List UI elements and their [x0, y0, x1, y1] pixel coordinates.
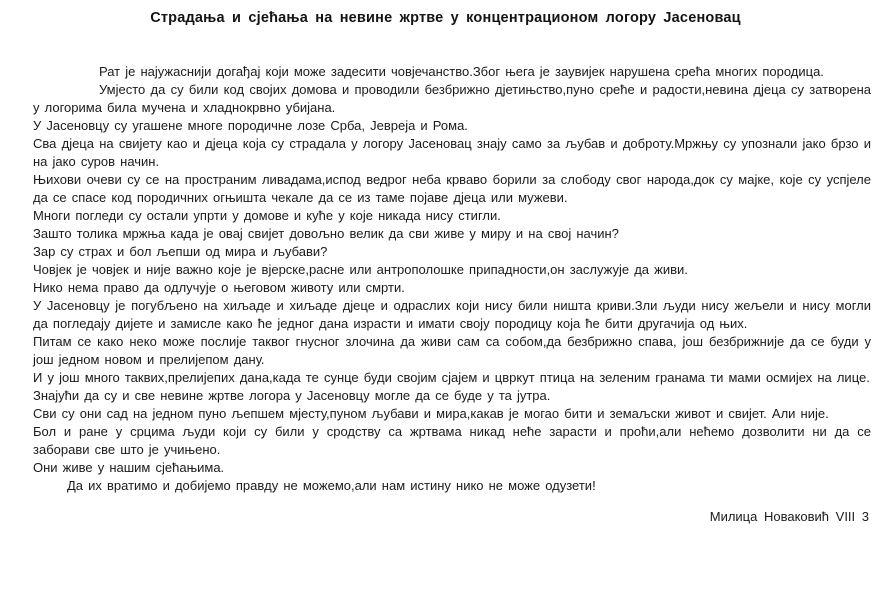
document-body — [33, 63, 871, 495]
paragraph: Нико нема право да одлучује о његовом животу или смрти. — [33, 280, 405, 295]
paragraph: Зашто толика мржња када је овај свијет довољно велик да сви живе у миру и на свој начин? — [33, 226, 619, 241]
paragraph: Питам се како неко може послије таквог гнусног злочина да живи сам са собом,да безбрижно спава, још безбрижније да се буди у још једном новом и прелијепом дану. — [33, 334, 871, 367]
paragraph: У Јасеновцу је погубљено на хиљаде и хиљаде дјеце и одраслих који нису били ништа криви.Зли људи нису жељели и нису могли да погледају дијете и замисле како ће једног дана израсти и имати своју породицу која ће бити другачија од њих. — [33, 298, 871, 331]
paragraph: Они живе у нашим сјећањима. — [33, 460, 225, 475]
paragraph: Знајући да су и све невине жртве логора у Јасеновцу могле да се буде у та јутра. — [33, 388, 551, 403]
paragraph: Човјек је човјек и није важно које је вјерске,расне или антрополошке припадности,он заслужује да живи. — [33, 262, 688, 277]
paragraph: Умјесто да су били код својих домова и проводили безбрижно дјетињство,пуно среће и радости,невина дјеца су затворена у логорима била мучена и хладнокрвно убијана. — [33, 82, 871, 115]
paragraph: Зар су страх и бол љепши од мира и љубави? — [33, 244, 328, 259]
paragraph: У Јасеновцу су угашене многе породичне лозе Срба, Јевреја и Рома. — [33, 118, 468, 133]
paragraph: Сва дјеца на свијету као и дјеца која су страдала у логору Јасеновац знају само за љубав и доброту.Мржњу су упознали јако брзо и на јако суров начин. — [33, 136, 871, 169]
document-title: Страдања и сјећања на невине жртве у концентрационом логору Јасеновац — [150, 10, 741, 26]
paragraph: Њихови очеви су се на пространим ливадама,испод ведрог неба крваво борили за слободу свог народа,док су мајке, које су успјеле да се спасе код породичних огњишта чекале да се из таме појаве дјеца или мужеви. — [33, 172, 871, 205]
paragraph: Бол и ране у срцима људи који су били у сродству са жртвама никад неће зарасти и проћи,али нећемо дозволити ни да се заборави све што је учињено. — [33, 424, 871, 457]
paragraph: Да их вратимо и добијемо правду не можемо,али нам истину нико не може одузети! — [67, 478, 596, 493]
paragraph: Рат је најужаснији догађај који може задесити човјечанство.Због њега је заувијек нарушена срећа многих породица. — [99, 64, 824, 79]
paragraph: Сви су они сад на једном пуно љепшем мјесту,пуном љубави и мира,какав је могао бити и земаљски живот и свијет. Али није. — [33, 406, 829, 421]
paragraph: Многи погледи су остали упрти у домове и куће у које никада нису стигли. — [33, 208, 501, 223]
author-signature: Милица Новаковић VIII 3 — [709, 509, 869, 524]
paragraph: И у још много таквих,прелијепих дана,када те сунце буди својим сјајем и цвркут птица на зеленим гранама ти мами осмијех на лице. — [33, 370, 870, 385]
